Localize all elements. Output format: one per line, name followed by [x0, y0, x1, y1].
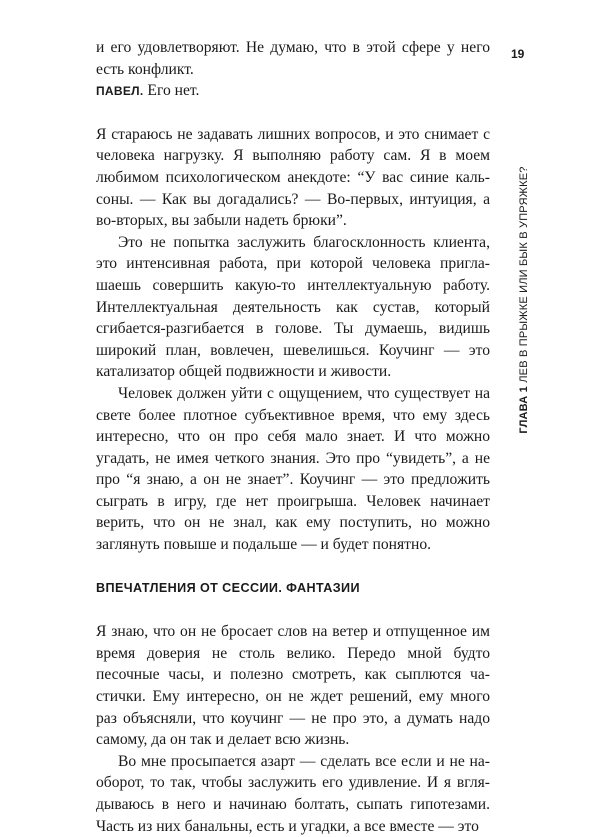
speaker-label: ПАВЕЛ. [96, 84, 144, 99]
paragraph-2: Я стараюсь не задавать лишних вопросов, и это снимает с человека нагрузку. Я выполняю работу сам. Я в моем любимом психологическом анекдоте: “У вас синие кальсоны. — Как вы догадались? — Во-первых, интуиция, а во-вторых, вы забыли надеть брюки”. [96, 125, 490, 230]
running-head [518, 166, 530, 433]
spacer [96, 599, 490, 621]
paragraph-3: Это не попытка заслужить благосклонность клиента, это интенсивная работа, при которой человека приглашаешь совершить какую-то интеллектуальную работу. Интеллектуальная деятельность как сустав, который сгибается-разгибается в голове. Ты думаешь, видишь широкий план, вовлечен, шевелишься. Коучинг — это катализатор общей подвижности и живости. [96, 233, 490, 381]
body-text [96, 37, 490, 837]
paragraph-4: Человек должен уйти с ощущением, что существует на свете более плотное субъективное время, что ему здесь интересно, что он про себя мало знает. И что можно угадать, не имея четкого знания. Это про “увидеть”, а не про “я знаю, а он не знает”. Коучинг — это предложить сыграть в игру, где нет проигрыша. Человек начинает верить, что он не знал, как ему поступить, но можно заглянуть повыше и подальше — и будет понятно. [96, 384, 490, 554]
speaker-line [96, 80, 490, 103]
paragraph-6: Во мне просыпается азарт — сделать все если и не наоборот, то так, чтобы заслужить его удивление. И я вглядываюсь в него и начинаю болтать, сыпать гипотезами. Часть из них банальны, есть и угадки, а все вместе — это [96, 752, 490, 835]
running-head-title: ЛЕВ В ПРЫЖКЕ ИЛИ БЫК В УПРЯЖКЕ? [518, 166, 530, 383]
page-number: 19 [511, 47, 525, 61]
spacer [96, 103, 490, 124]
section-heading: ВПЕЧАТЛЕНИЯ ОТ СЕССИИ. ФАНТАЗИИ [96, 580, 360, 595]
running-head-chapter: ГЛАВА 1 [518, 386, 530, 434]
speaker-text: Его нет. [143, 82, 200, 100]
paragraph-1: и его удовлетворяют. Не думаю, что в этой сфере у него есть конфликт. [96, 39, 490, 78]
spacer [96, 556, 490, 578]
paragraph-5: Я знаю, что он не бросает слов на ветер и отпущенное им время доверия не столь велико. Передо мной будто песочные часы, и полезно смотреть, как сыплются частички. Ему интересно, он не ждет решений, ему много раз объясняли, что коучинг — не про это, а думать надо самому, да он так и делает всю жизнь. [96, 623, 490, 749]
